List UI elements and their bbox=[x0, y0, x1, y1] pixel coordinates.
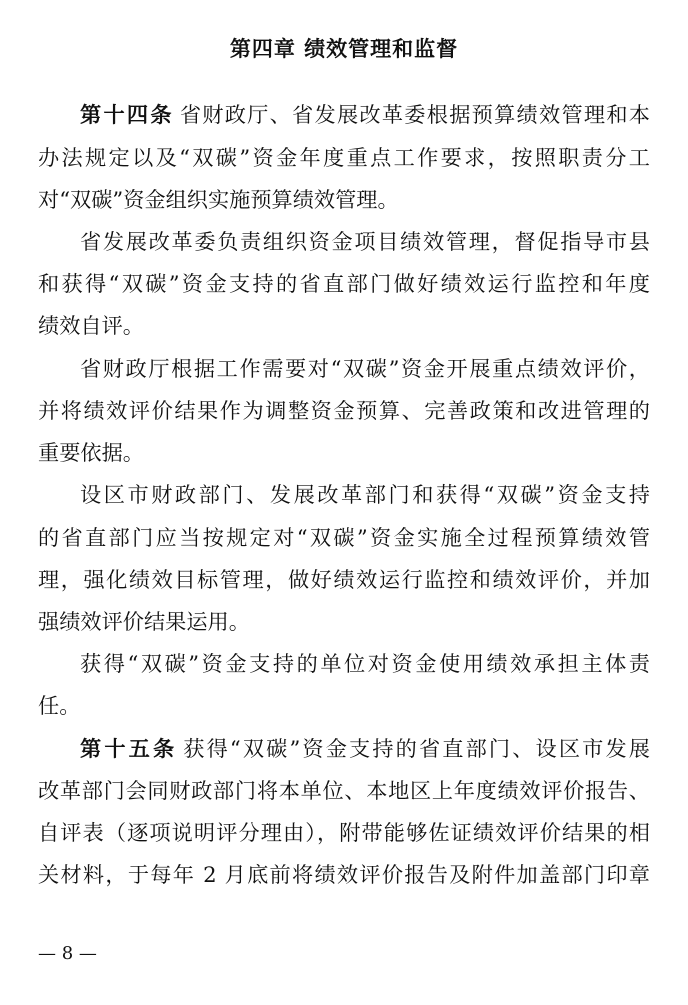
article-15-line-3: 自评表（逐项说明评分理由），附带能够佐证绩效评价结果的相 bbox=[38, 820, 650, 845]
paragraph-1-line-3: 绩效自评。 bbox=[38, 313, 144, 338]
article-14-label: 第十四条 bbox=[80, 102, 174, 127]
article-14-line-1 bbox=[80, 95, 650, 135]
article-14-line-3: 对“双碳”资金组织实施预算绩效管理。 bbox=[38, 187, 399, 212]
paragraph-3-line-1: 设区市财政部门、发展改革部门和获得“双碳”资金支持 bbox=[80, 482, 650, 507]
paragraph-3-line-2: 的省直部门应当按规定对“双碳”资金实施全过程预算绩效管 bbox=[38, 525, 650, 550]
paragraph-1-line-2: 和获得“双碳”资金支持的省直部门做好绩效运行监控和年度 bbox=[38, 271, 650, 296]
page-number: — 8 — bbox=[38, 943, 97, 964]
paragraph-2-line-2: 并将绩效评价结果作为调整资金预算、完善政策和改进管理的 bbox=[38, 398, 650, 423]
paragraph-2-line-1: 省财政厅根据工作需要对“双碳”资金开展重点绩效评价， bbox=[80, 356, 650, 381]
paragraph-3-line-3: 理，强化绩效目标管理，做好绩效运行监控和绩效评价，并加 bbox=[38, 567, 650, 592]
article-15-line-2: 改革部门会同财政部门将本单位、本地区上年度绩效评价报告、 bbox=[38, 778, 650, 803]
article-15-line-1 bbox=[80, 729, 650, 769]
article-15-text: 获得“双碳”资金支持的省直部门、设区市发展 bbox=[183, 736, 650, 761]
chapter-title: 第四章 绩效管理和监督 bbox=[229, 37, 459, 61]
paragraph-1-line-1: 省发展改革委负责组织资金项目绩效管理，督促指导市县 bbox=[80, 229, 650, 254]
article-14-text: 省财政厅、省发展改革委根据预算绩效管理和本 bbox=[179, 102, 650, 127]
paragraph-2-line-3: 重要依据。 bbox=[38, 440, 144, 465]
paragraph-4-line-2: 任。 bbox=[38, 693, 81, 718]
paragraph-4-line-1: 获得“双碳”资金支持的单位对资金使用绩效承担主体责 bbox=[80, 651, 650, 676]
article-15-line-4: 关材料，于每年 2 月底前将绩效评价报告及附件加盖部门印章 bbox=[38, 862, 650, 887]
article-14-line-2: 办法规定以及“双碳”资金年度重点工作要求，按照职责分工 bbox=[38, 145, 650, 170]
paragraph-3-line-4: 强绩效评价结果运用。 bbox=[38, 609, 250, 634]
article-15-label: 第十五条 bbox=[80, 736, 178, 761]
